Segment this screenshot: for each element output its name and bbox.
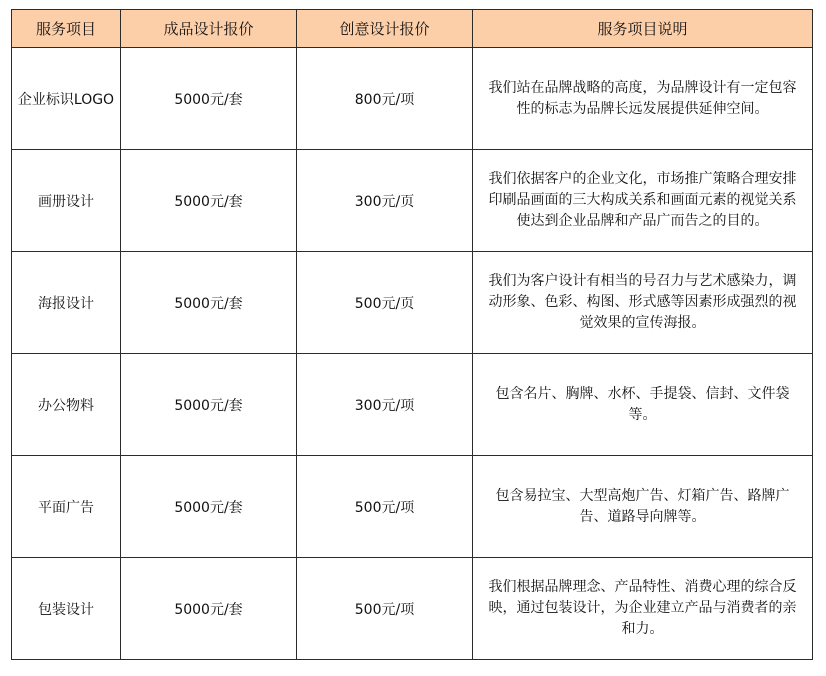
cell-service: 企业标识LOGO [12, 48, 121, 150]
header-finished-price: 成品设计报价 [121, 10, 297, 48]
cell-service: 包装设计 [12, 558, 121, 660]
cell-finished-price: 5000元/套 [121, 354, 297, 456]
table-row [12, 150, 813, 252]
table-row [12, 354, 813, 456]
cell-creative-price: 500元/项 [297, 558, 473, 660]
cell-creative-price: 500元/页 [297, 252, 473, 354]
header-creative-price: 创意设计报价 [297, 10, 473, 48]
cell-description: 我们站在品牌战略的高度，为品牌设计有一定包容性的标志为品牌长远发展提供延伸空间。 [473, 48, 813, 150]
cell-finished-price: 5000元/套 [121, 150, 297, 252]
table-row [12, 48, 813, 150]
cell-creative-price: 500元/项 [297, 456, 473, 558]
cell-service: 办公物料 [12, 354, 121, 456]
cell-description: 我们为客户设计有相当的号召力与艺术感染力，调动形象、色彩、构图、形式感等因素形成强烈的视觉效果的宣传海报。 [473, 252, 813, 354]
table-row [12, 558, 813, 660]
cell-creative-price: 800元/项 [297, 48, 473, 150]
cell-service: 海报设计 [12, 252, 121, 354]
header-description: 服务项目说明 [473, 10, 813, 48]
cell-creative-price: 300元/页 [297, 150, 473, 252]
cell-service: 画册设计 [12, 150, 121, 252]
cell-creative-price: 300元/项 [297, 354, 473, 456]
header-row [12, 10, 813, 48]
table-header [12, 10, 813, 48]
header-service: 服务项目 [12, 10, 121, 48]
cell-description: 我们依据客户的企业文化，市场推广策略合理安排印刷品画面的三大构成关系和画面元素的视觉关系使达到企业品牌和产品广而告之的目的。 [473, 150, 813, 252]
cell-description: 包含易拉宝、大型高炮广告、灯箱广告、路牌广告、道路导向牌等。 [473, 456, 813, 558]
cell-service: 平面广告 [12, 456, 121, 558]
cell-description: 包含名片、胸牌、水杯、手提袋、信封、文件袋等。 [473, 354, 813, 456]
cell-description: 我们根据品牌理念、产品特性、消费心理的综合反映，通过包装设计，为企业建立产品与消费者的亲和力。 [473, 558, 813, 660]
cell-finished-price: 5000元/套 [121, 558, 297, 660]
table-body [12, 48, 813, 660]
cell-finished-price: 5000元/套 [121, 252, 297, 354]
cell-finished-price: 5000元/套 [121, 456, 297, 558]
price-table [11, 9, 813, 660]
table-row [12, 456, 813, 558]
table-row [12, 252, 813, 354]
cell-finished-price: 5000元/套 [121, 48, 297, 150]
